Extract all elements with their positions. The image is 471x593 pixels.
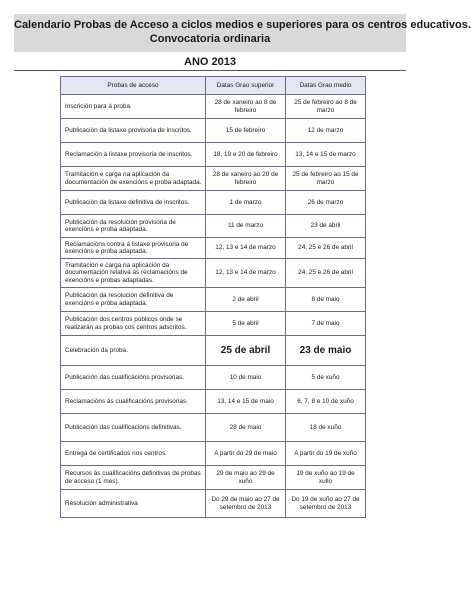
document-year: ANO 2013 — [184, 56, 236, 68]
medio-date-cell: 6, 7, 8 e 10 de xuño — [286, 390, 366, 414]
superior-date-cell: 18, 19 e 20 de febreiro — [206, 143, 286, 167]
medio-date-cell: Do 19 de xuño ao 27 de setembro de 2013 — [286, 490, 366, 518]
superior-date-cell: 28 de xaneiro ao 20 de febreiro — [206, 167, 286, 191]
header-probas: Probas de acceso — [61, 77, 206, 95]
superior-date-cell: 25 de abril — [206, 336, 286, 366]
table-row — [61, 119, 366, 143]
medio-date-cell: 5 de xuño — [286, 366, 366, 390]
medio-date-cell: 12 de marzo — [286, 119, 366, 143]
medio-date-cell: 24, 25 e 26 de abril — [286, 238, 366, 259]
document-title: Calendario Probas de Acceso a ciclos medios e superiores para os centros educativos. — [14, 19, 471, 31]
medio-date-cell: 26 de marzo — [286, 191, 366, 215]
table-row — [61, 442, 366, 466]
activity-cell: Publicación da resolución definitiva de exencións e proba adaptada. — [61, 288, 206, 312]
superior-date-cell: 1 de marzo — [206, 191, 286, 215]
activity-cell: Celebración da proba. — [61, 336, 206, 366]
superior-date-cell: 2 de abril — [206, 288, 286, 312]
activity-cell: Recursos ás cualificacións definitivas de probas de acceso (1 mes). — [61, 466, 206, 490]
activity-cell: Publicación da listaxe definitiva de inscritos. — [61, 191, 206, 215]
table-row — [61, 490, 366, 518]
activity-cell: Reclamacións contra á listaxe provisoria de exencións e proba adaptada. — [61, 238, 206, 259]
medio-date-cell: 19 de xuño ao 19 de xullo — [286, 466, 366, 490]
superior-date-cell: 28 de xaneiro ao 8 de febreiro — [206, 95, 286, 119]
table-row — [61, 366, 366, 390]
activity-cell: Publicación da resolución provisoria de exencións e proba adaptada. — [61, 215, 206, 238]
table-row — [61, 167, 366, 191]
activity-cell: Publicación dos centros públicos onde se realizarán as probas cos centros adscritos. — [61, 312, 206, 336]
activity-cell: Tramitación e carga na aplicación da documentación relativa ás reclamacións de exencións e probas adaptadas. — [61, 259, 206, 288]
medio-date-cell: 7 de maio — [286, 312, 366, 336]
table-row — [61, 312, 366, 336]
title-banner — [14, 14, 471, 52]
table-body — [61, 95, 366, 518]
superior-date-cell: 28 de maio — [206, 414, 286, 442]
medio-date-cell: 13, 14 e 15 de marzo — [286, 143, 366, 167]
calendar-table — [60, 76, 366, 518]
header-medio: Datas Grao medio — [286, 77, 366, 95]
activity-cell: Reclamación á listaxe provisoria de inscritos. — [61, 143, 206, 167]
table-row — [61, 259, 366, 288]
medio-date-cell: 23 de abril — [286, 215, 366, 238]
table-header-row — [61, 77, 366, 95]
superior-date-cell: 10 de maio — [206, 366, 286, 390]
superior-date-cell: 13, 14 e 15 de maio — [206, 390, 286, 414]
table-row — [61, 336, 366, 366]
table-row — [61, 215, 366, 238]
superior-date-cell: 11 de marzo — [206, 215, 286, 238]
table-row — [61, 143, 366, 167]
activity-cell: Inscrición para á proba. — [61, 95, 206, 119]
activity-cell: Publicación das cualificacións provisorias. — [61, 366, 206, 390]
medio-date-cell: 25 de febreiro ao 15 de marzo — [286, 167, 366, 191]
medio-date-cell: 23 de maio — [286, 336, 366, 366]
table-row — [61, 466, 366, 490]
superior-date-cell: Do 29 de maio ao 27 de setembro de 2013 — [206, 490, 286, 518]
table-row — [61, 414, 366, 442]
activity-cell: Publicación das cualificacións definitivas. — [61, 414, 206, 442]
header-superior: Datas Grao superior — [206, 77, 286, 95]
activity-cell: Reclamacións ás cualificacións provisorias. — [61, 390, 206, 414]
superior-date-cell: 5 de abril — [206, 312, 286, 336]
table-row — [61, 390, 366, 414]
document-subtitle: Convocatoria ordinaria — [149, 33, 271, 45]
activity-cell: Publicación da listaxe provisoria de inscritos. — [61, 119, 206, 143]
year-divider — [14, 70, 406, 71]
activity-cell: Resolución administrativa — [61, 490, 206, 518]
table-row — [61, 95, 366, 119]
activity-cell: Entrega de certificados nos centros. — [61, 442, 206, 466]
table-row — [61, 191, 366, 215]
table-row — [61, 238, 366, 259]
superior-date-cell: 29 de maio ao 29 de xuño — [206, 466, 286, 490]
superior-date-cell: 12, 13 e 14 de marzo — [206, 238, 286, 259]
superior-date-cell: A partir do 29 de maio — [206, 442, 286, 466]
superior-date-cell: 12, 13 e 14 de marzo — [206, 259, 286, 288]
medio-date-cell: 18 de xuño — [286, 414, 366, 442]
superior-date-cell: 15 de febreiro — [206, 119, 286, 143]
medio-date-cell: 8 de maio — [286, 288, 366, 312]
table-row — [61, 288, 366, 312]
medio-date-cell: 25 de febreiro ao 8 de marzo — [286, 95, 366, 119]
activity-cell: Tramitación e carga na aplicación da documentación de exencións e proba adaptada. — [61, 167, 206, 191]
medio-date-cell: A partir do 19 de xuño — [286, 442, 366, 466]
medio-date-cell: 24, 25 e 26 de abril — [286, 259, 366, 288]
